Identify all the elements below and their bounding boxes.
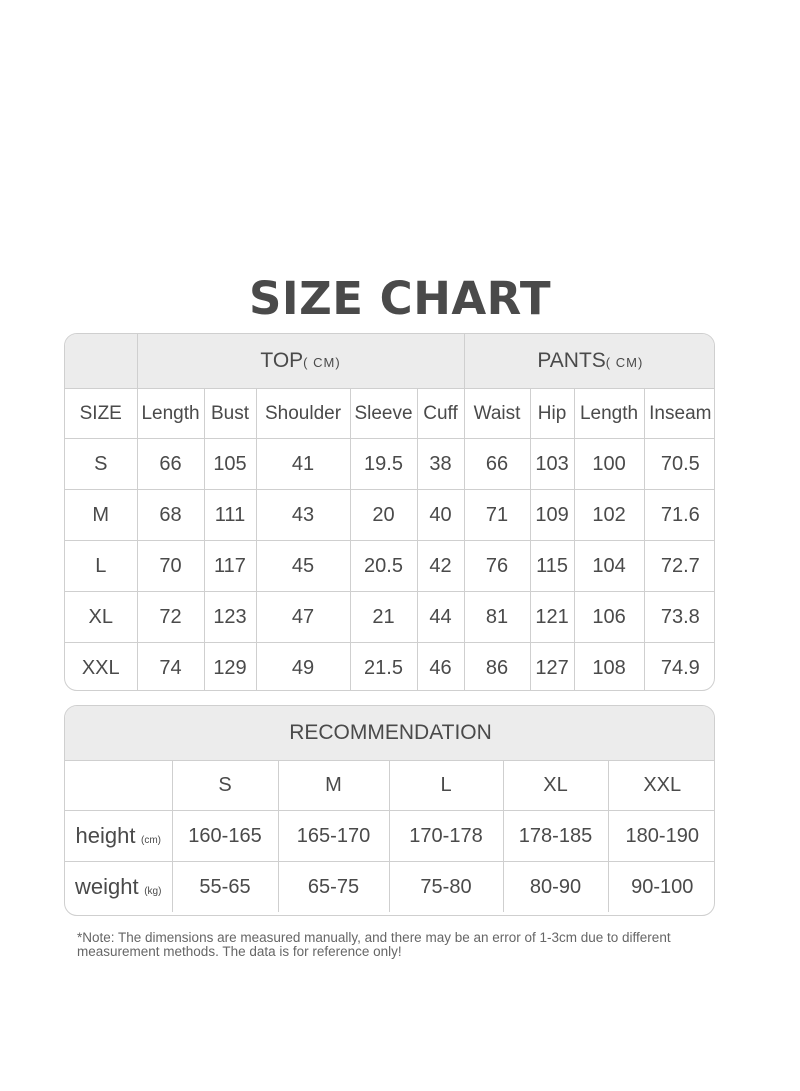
value-cell: 81: [464, 592, 530, 643]
value-cell: 86: [464, 643, 530, 692]
size-cell: L: [65, 541, 137, 592]
value-cell: 49: [256, 643, 350, 692]
header-corner-cell: [65, 334, 137, 389]
column-header: Shoulder: [256, 389, 350, 439]
value-cell: 105: [204, 439, 256, 490]
size-cell: S: [65, 439, 137, 490]
size-header: XXL: [608, 761, 715, 811]
size-cell: XL: [65, 592, 137, 643]
column-header: Sleeve: [350, 389, 417, 439]
top-unit: ( CM): [303, 355, 341, 370]
value-cell: 102: [574, 490, 644, 541]
column-header: SIZE: [65, 389, 137, 439]
value-cell: 104: [574, 541, 644, 592]
column-header: Length: [137, 389, 204, 439]
pants-group-header: [464, 334, 715, 389]
table-row: [65, 541, 715, 592]
value-cell: 170-178: [389, 811, 503, 862]
table-row: [65, 490, 715, 541]
value-cell: 68: [137, 490, 204, 541]
height-row: [65, 811, 715, 862]
value-cell: 46: [417, 643, 464, 692]
column-header: Length: [574, 389, 644, 439]
value-cell: 20: [350, 490, 417, 541]
value-cell: 41: [256, 439, 350, 490]
recommendation-table: [64, 705, 715, 916]
table-row: [65, 592, 715, 643]
value-cell: 178-185: [503, 811, 608, 862]
size-header: S: [172, 761, 278, 811]
value-cell: 70: [137, 541, 204, 592]
value-cell: 73.8: [644, 592, 715, 643]
column-header: Cuff: [417, 389, 464, 439]
height-unit: (cm): [141, 835, 161, 846]
value-cell: 72: [137, 592, 204, 643]
value-cell: 129: [204, 643, 256, 692]
size-header: L: [389, 761, 503, 811]
value-cell: 45: [256, 541, 350, 592]
value-cell: 74.9: [644, 643, 715, 692]
value-cell: 43: [256, 490, 350, 541]
size-header: XL: [503, 761, 608, 811]
value-cell: 111: [204, 490, 256, 541]
value-cell: 20.5: [350, 541, 417, 592]
pants-unit: ( CM): [605, 355, 644, 370]
column-header: Bust: [204, 389, 256, 439]
value-cell: 100: [574, 439, 644, 490]
height-label-cell: [65, 811, 172, 862]
value-cell: 74: [137, 643, 204, 692]
top-label: TOP: [260, 349, 304, 372]
value-cell: 42: [417, 541, 464, 592]
weight-row: [65, 862, 715, 913]
value-cell: 160-165: [172, 811, 278, 862]
value-cell: 44: [417, 592, 464, 643]
value-cell: 75-80: [389, 862, 503, 913]
column-header: Inseam: [644, 389, 715, 439]
value-cell: 121: [530, 592, 574, 643]
value-cell: 19.5: [350, 439, 417, 490]
value-cell: 66: [137, 439, 204, 490]
value-cell: 165-170: [278, 811, 389, 862]
value-cell: 106: [574, 592, 644, 643]
value-cell: 72.7: [644, 541, 715, 592]
recommendation-header-row: [65, 706, 715, 761]
page-title: SIZE CHART: [248, 272, 552, 325]
value-cell: 180-190: [608, 811, 715, 862]
value-cell: 108: [574, 643, 644, 692]
recommendation-title: RECOMMENDATION: [65, 706, 715, 761]
column-header: Waist: [464, 389, 530, 439]
value-cell: 71: [464, 490, 530, 541]
value-cell: 127: [530, 643, 574, 692]
weight-unit: (kg): [144, 886, 162, 897]
size-header: M: [278, 761, 389, 811]
recommendation-size-row: [65, 761, 715, 811]
value-cell: 76: [464, 541, 530, 592]
table-row: [65, 643, 715, 692]
value-cell: 123: [204, 592, 256, 643]
value-cell: 47: [256, 592, 350, 643]
weight-label: weight: [75, 874, 139, 899]
height-label: height: [75, 823, 136, 848]
column-header: Hip: [530, 389, 574, 439]
value-cell: 80-90: [503, 862, 608, 913]
value-cell: 109: [530, 490, 574, 541]
size-cell: M: [65, 490, 137, 541]
pants-label: PANTS: [537, 349, 606, 372]
value-cell: 65-75: [278, 862, 389, 913]
column-header-row: [65, 389, 715, 439]
group-header-row: [65, 334, 715, 389]
weight-label-cell: [65, 862, 172, 913]
value-cell: 40: [417, 490, 464, 541]
value-cell: 38: [417, 439, 464, 490]
value-cell: 21: [350, 592, 417, 643]
value-cell: 55-65: [172, 862, 278, 913]
value-cell: 90-100: [608, 862, 715, 913]
value-cell: 70.5: [644, 439, 715, 490]
value-cell: 71.6: [644, 490, 715, 541]
value-cell: 21.5: [350, 643, 417, 692]
value-cell: 103: [530, 439, 574, 490]
size-cell: XXL: [65, 643, 137, 692]
top-group-header: [137, 334, 464, 389]
empty-corner-cell: [65, 761, 172, 811]
size-chart-table: [64, 333, 715, 691]
value-cell: 66: [464, 439, 530, 490]
value-cell: 115: [530, 541, 574, 592]
table-row: [65, 439, 715, 490]
disclaimer-note: *Note: The dimensions are measured manually, and there may be an error of 1-3cm due to different measurement methods. The data is for reference only!: [77, 930, 671, 959]
value-cell: 117: [204, 541, 256, 592]
